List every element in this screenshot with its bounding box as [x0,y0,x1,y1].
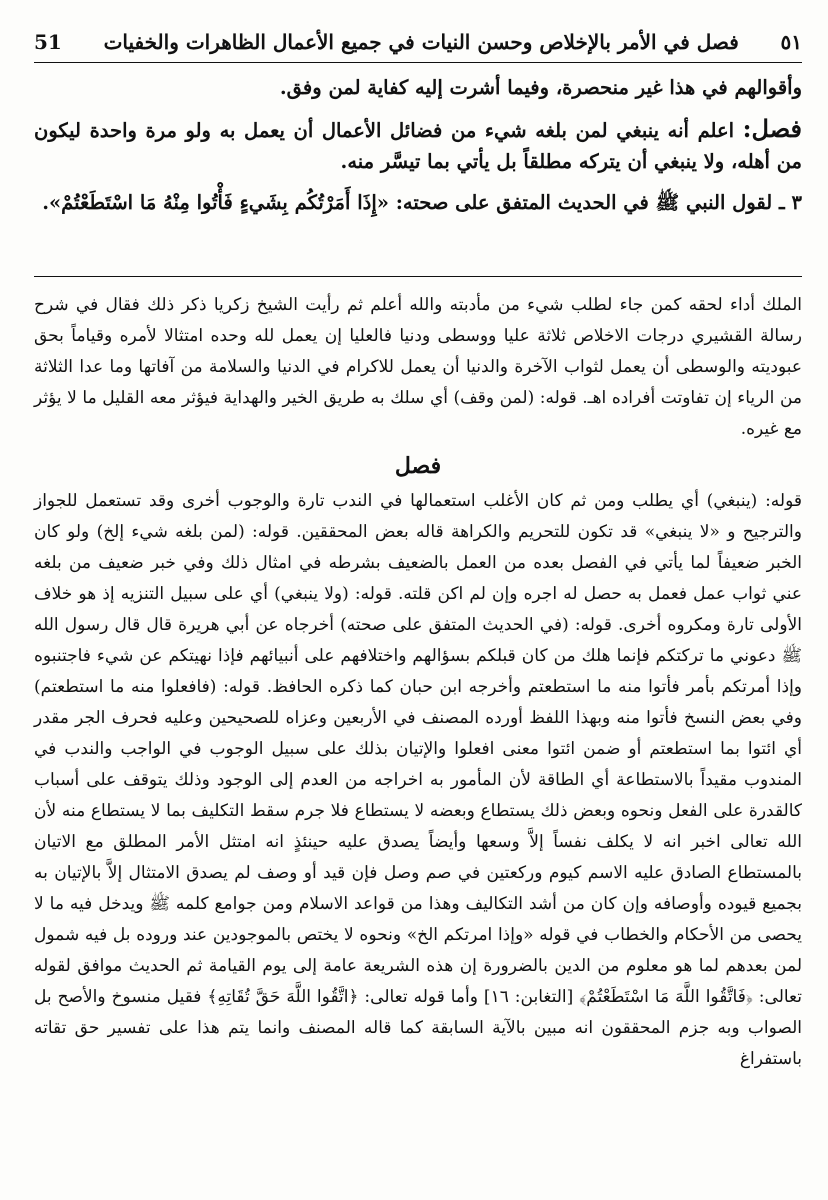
commentary-body: قوله: (ينبغي) أي يطلب ومن ثم كان الأغلب استعمالها في الندب تارة والوجوب أخرى وقد تستعمل للجواز والترجيح و «لا ينبغي» قد تكون للتحريم والكراهة قاله بعض المحققين. قوله: (لمن بلغه شيء إلخ) ولو كان الخبر ضعيفاً لما يأتي في الفصل بعده من العمل بالضعيف بشرطه في امثال ذلك وفي خبر ضعيف من بلغه عني ثواب عمل فعمل به حصل له اجره وإن لم اكن قلته. قوله: (ولا ينبغي) أي على سبيل التنزيه إذ هو خلاف الأولى تارة ومكروه أخرى. قوله: (في الحديث المتفق على صحته) أخرجاه عن أبي هريرة قال قال رسول الله ﷺ دعوني ما تركتكم فإنما هلك من كان قبلكم بسؤالهم واختلافهم على أنبيائهم فإذا نهيتكم عن شيء فاجتنبوه وإذا أمرتكم بأمر فأتوا منه ما استطعتم وأخرجه ابن حبان كما ذكره الحافظ. قوله: (فافعلوا منه ما استطعتم) وفي بعض النسخ فأتوا منه وبهذا اللفظ أورده المصنف في الأربعين وعزاه للصحيحين وعليه فحرف الجر مقدر أي ائتوا بما استطعتم أو ضمن ائتوا معنى افعلوا والإتيان بذلك على سبيل الوجوب في الواجب والندب في المندوب مقيداً بالاستطاعة أي الطاقة لأن المأمور به اخراجه من العدم إلى الوجود وذلك يتوقف على أسباب كالقدرة على الفعل ونحوه وبعض ذلك يستطاع وبعضه لا يستطاع فلا جرم سقط التكليف بما لا يستطاع منه لأن الله تعالى اخبر انه لا يكلف نفساً إلاَّ وسعها وأيضاً يصدق عليه حينئذٍ انه امتثل الأمر المطلق مع الاتيان بالمستطاع الصادق عليه الاسم كيوم وركعتين في صم وصل فإن قيد أو وصف لم يصدق الامتثال إلاَّ بالإتيان به بجميع قيوده وأوصافه وإن كان من أشد التكاليف وهذا من قواعد الاسلام ومن جوامع كلمه ﷺ ويدخل فيه ما لا يحصى من الأحكام والخطاب في قوله «وإذا امرتكم الخ» ونحوه لا يختص بالموجودين عند وروده بل فيه شمول لمن بعدهم لما هو معلوم من الدين بالضرورة إن هذه الشريعة عامة إلى يوم القيامة ثم الحديث موافق لقوله تعالى: ﴿فَاتَّقُوا اللَّهَ مَا اسْتَطَعْتُمْ﴾ [التغابن: ١٦] وأما قوله تعالى: ﴿اتَّقُوا اللَّهَ حَقَّ تُقَاتِهِ﴾ فقيل منسوخ والأصح بل الصواب وبه جزم المحققون انه مبين بالآية السابقة كما قاله المصنف وانما يتم هذا على تفسير حق تقاته باستفراغ [34,491,802,1069]
commentary [34,290,802,1075]
commentary-intro: الملك أداء لحقه كمن جاء لطلب شيء من مأدبته والله أعلم ثم رأيت الشيخ زكريا ذكر ذلك فقال في شرح رسالة القشيري درجات الاخلاص ثلاثة عليا ووسطى ودنيا فالعليا إن يعمل لله وحده امتثالا لأمره وقياماً بحق عبوديته والوسطى أن يعمل لثواب الآخرة والدنيا أن يعمل للاكرام في الدنيا والسلامة من آفاتها وما عدا الثلاثة من الرياء إن تفاوتت أفراده اهـ. قوله: (لمن وقف) أي سلك به طريق الخير والهداية فيؤثر معه القليل ما لا يؤثر مع غيره. [34,295,802,439]
main-text [34,72,802,228]
main-paragraph-2 [34,113,802,177]
separator-rule [34,276,802,277]
page-number-latin: 51 [34,30,62,54]
page-header [34,22,802,63]
page-number-arabic: ٥١ [780,30,802,54]
main-paragraph-1: وأقوالهم في هذا غير منحصرة، وفيما أشرت إليه كفاية لمن وفق. [279,76,802,99]
running-title: فصل في الأمر بالإخلاص وحسن النيات في جميع الأعمال الظاهرات والخفيات [103,30,739,54]
section-heading: فصل [394,453,442,479]
main-paragraph-3: ٣ ـ لقول النبي ﷺ في الحديث المتفق على صحته: «إِذَا أَمَرْتُكُم بِشَيءٍ فَأْتُوا مِنْهُ مَا اسْتَطَعْتُمْ». [42,191,802,214]
fasl-lead: فصل: [742,114,802,143]
main-paragraph-2-text: اعلم أنه ينبغي لمن بلغه شيء من فضائل الأعمال أن يعمل به ولو مرة واحدة ليكون من أهله، ولا ينبغي أن يتركه مطلقاً بل يأتي بما تيسَّر منه. [34,119,802,173]
